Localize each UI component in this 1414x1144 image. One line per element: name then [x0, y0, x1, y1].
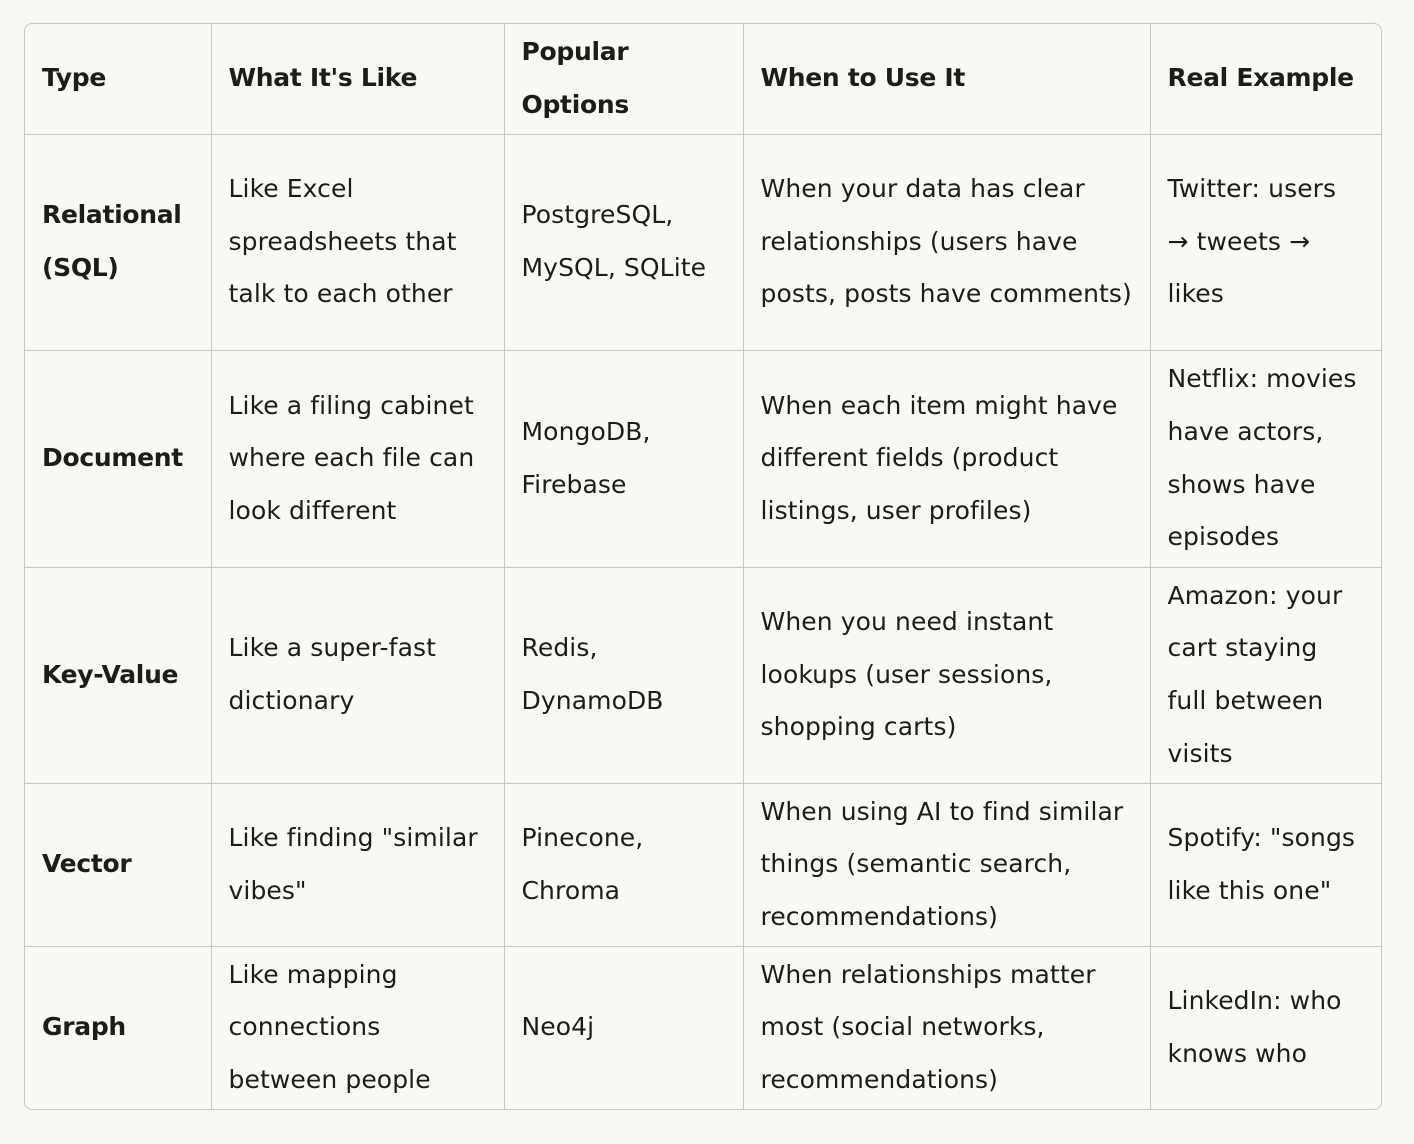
table-row [25, 946, 1381, 1109]
column-header-when-to-use: When to Use It [743, 24, 1150, 134]
example-cell: Netflix: movies have actors, shows have episodes [1150, 350, 1381, 567]
table-row [25, 134, 1381, 350]
options-cell: MongoDB, Firebase [504, 350, 743, 567]
options-cell: Pinecone, Chroma [504, 783, 743, 946]
example-cell: LinkedIn: who knows who [1167, 986, 1342, 1068]
like-cell: Like finding "similar vibes" [211, 783, 504, 946]
table-row [25, 567, 1381, 783]
table-row [25, 783, 1381, 946]
when-cell: When you need instant lookups (user sessions, shopping carts) [743, 567, 1150, 783]
column-header-popular-options: Popular Options [504, 24, 743, 134]
when-cell: When your data has clear relationships (users have posts, posts have comments) [743, 134, 1150, 350]
column-header-type: Type [25, 24, 211, 134]
like-cell: Like mapping connections between people [211, 946, 504, 1109]
column-header-what-its-like: What It's Like [211, 24, 504, 134]
type-cell: Graph [25, 946, 211, 1109]
type-cell: Document [25, 350, 211, 567]
like-cell: Like a filing cabinet where each file can look different [211, 350, 504, 567]
table-row [25, 350, 1381, 567]
like-cell: Like a super-fast dictionary [211, 567, 504, 783]
type-cell: Relational (SQL) [25, 134, 211, 350]
options-cell: Redis, DynamoDB [504, 567, 743, 783]
when-cell: When using AI to find similar things (semantic search, recommendations) [743, 783, 1150, 946]
options-cell: PostgreSQL, MySQL, SQLite [504, 134, 743, 350]
example-cell: Amazon: your cart staying full between visits [1150, 567, 1381, 783]
table-header-row [25, 24, 1381, 134]
database-types-table [25, 24, 1381, 1109]
when-cell: When each item might have different fields (product listings, user profiles) [743, 350, 1150, 567]
example-cell: Spotify: "songs like this one" [1150, 783, 1381, 946]
when-cell: When relationships matter most (social networks, recommendations) [743, 946, 1150, 1109]
options-cell: Neo4j [504, 946, 743, 1109]
type-cell: Key-Value [25, 567, 211, 783]
column-header-real-example: Real Example [1150, 24, 1381, 134]
database-types-table-container [24, 23, 1382, 1110]
like-cell: Like Excel spreadsheets that talk to each other [211, 134, 504, 350]
example-cell: Twitter: users → tweets → likes [1150, 134, 1381, 350]
type-cell: Vector [25, 783, 211, 946]
